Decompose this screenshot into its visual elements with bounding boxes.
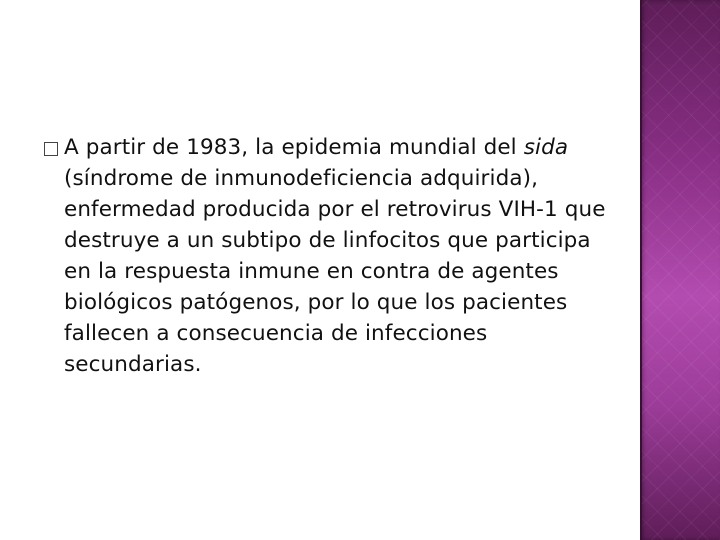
square-bullet-icon [44,142,58,156]
bullet-text [64,132,614,380]
bullet-item [44,132,614,380]
decorative-side-band [640,0,720,540]
slide-content [44,132,614,380]
bullet-text-lead: A partir de 1983, la epidemia mundial del [64,135,517,160]
side-band-edge [640,0,642,540]
bullet-text-rest: (síndrome de inmunodeficiencia adquirida), enfermedad producida por el retrovirus VIH-1 que destruye a un subtipo de linfocitos que participa en la respuesta inmune en contra de agentes biológicos patógenos, por lo que los pacientes fallecen a consecuencia de infecciones secundarias. [64,166,606,377]
bullet-text-italic: sida [523,135,569,160]
